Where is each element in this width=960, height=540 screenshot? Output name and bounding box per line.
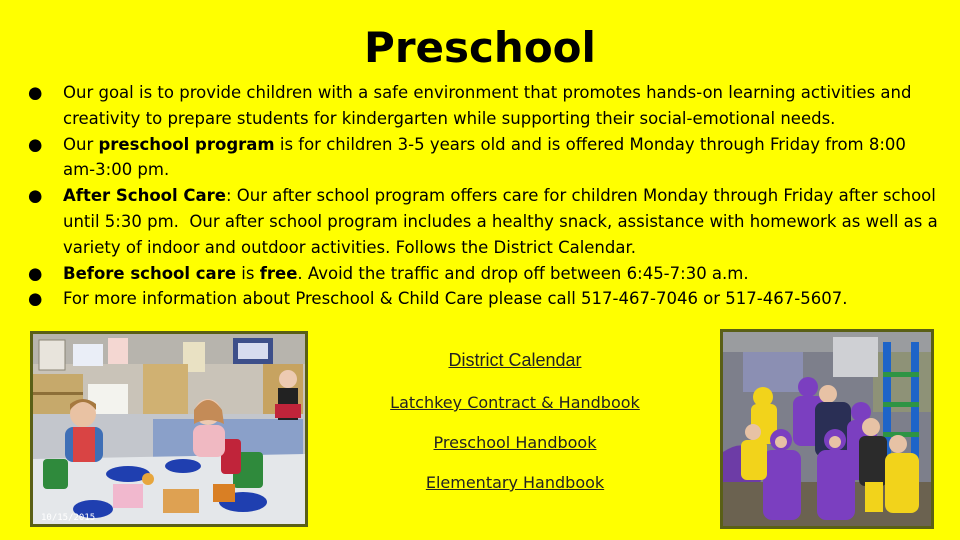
classroom-photo [30,331,308,527]
preschool-handbook-link[interactable]: Preschool Handbook [433,433,597,452]
info-bullet [28,132,938,184]
bullet-dot-icon: ● [28,289,43,309]
photo-date-stamp: 10/15/2015 [41,513,96,523]
bullet-bold-text: free [259,263,298,283]
bullet-dot-icon: ● [28,263,43,283]
bullet-bold-text: After School Care [63,186,226,206]
bullet-text: is [236,263,260,283]
bullet-bold-text: preschool program [98,134,275,154]
latchkey-handbook-link[interactable]: Latchkey Contract & Handbook [390,393,640,412]
info-bullet [28,261,938,287]
info-bullet [28,183,943,260]
bullet-text: . Avoid the traffic and drop off between 6:45-7:30 a.m. [297,263,749,283]
bullet-dot-icon: ● [28,186,43,206]
bullet-text: is for children 3-5 years old and is offered Monday through Friday from 8:00 am-3:00 pm. [63,134,912,180]
bullet-bold-text: Before school care [63,263,237,283]
bullet-text: Our goal is to provide children with a safe environment that promotes hands-on learning activities and creativity to prepare students for kindergarten while supporting their social-emotional needs. [63,83,917,128]
page-title: Preschool [364,23,596,72]
bullet-text: Our [63,134,99,154]
bullet-text: For more information about Preschool & Child Care please call 517-467-7046 or 517-467-5607. [63,289,848,309]
playground-photo [720,329,934,529]
elementary-handbook-link[interactable]: Elementary Handbook [425,473,605,492]
bullet-dot-icon: ● [28,134,43,154]
resource-links [330,350,700,513]
info-bullet [28,80,938,132]
bullet-text: : Our after school program offers care for children Monday through Friday after school until 5:30 pm. Our after school program includes a healthy snack, assistance with homework as well as a variety of indoor and outdoor activities. Follows the District Calendar. [63,186,943,257]
info-bullet-list [28,80,943,312]
district-calendar-link[interactable]: District Calendar [448,350,582,370]
bullet-dot-icon: ● [28,83,43,102]
info-bullet [28,286,938,312]
